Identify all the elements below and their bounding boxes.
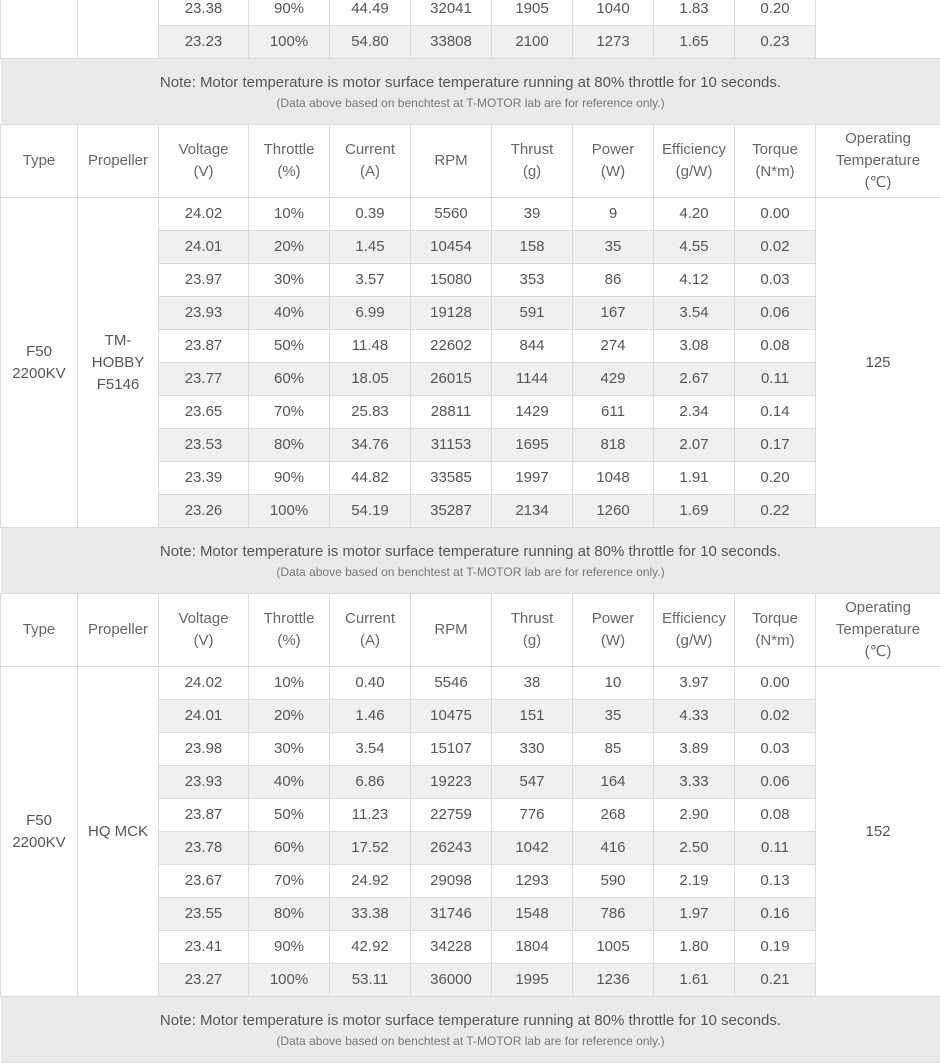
torque-cell: 0.08 [735,799,816,832]
thrust-cell: 1995 [492,964,573,997]
power-cell: 35 [573,231,654,264]
torque-cell: 0.20 [735,462,816,495]
motor-kv: 2200KV [1,832,77,854]
thrust-cell: 1429 [492,396,573,429]
thrust-cell: 1997 [492,462,573,495]
rpm-cell: 34228 [411,931,492,964]
throttle-cell: 20% [249,700,330,733]
power-cell: 85 [573,733,654,766]
thrust-cell: 1905 [492,0,573,26]
voltage-cell: 24.01 [159,231,249,264]
efficiency-cell: 1.80 [654,931,735,964]
power-cell: 35 [573,700,654,733]
header-label: (g) [492,630,572,652]
header-throttle [249,594,330,667]
note-text: Note: Motor temperature is motor surface temperature running at 80% throttle for 10 seconds. [1,1010,940,1032]
power-cell: 167 [573,297,654,330]
torque-cell: 0.13 [735,865,816,898]
rpm-cell: 15080 [411,264,492,297]
throttle-cell: 100% [249,964,330,997]
header-label: (%) [249,161,329,183]
efficiency-cell: 2.34 [654,396,735,429]
thrust-cell: 1695 [492,429,573,462]
header-label: Throttle [249,139,329,161]
header-thrust [492,125,573,198]
efficiency-cell: 3.54 [654,297,735,330]
throttle-cell: 40% [249,766,330,799]
note-cell [1,997,940,1063]
current-cell: 53.11 [330,964,411,997]
propeller-name: TM- [78,330,158,352]
note-row [1,528,940,594]
header-voltage [159,125,249,198]
header-row [1,594,940,667]
throttle-cell: 90% [249,0,330,26]
rpm-cell: 26243 [411,832,492,865]
throttle-cell: 80% [249,898,330,931]
note-disclaimer: (Data above based on benchtest at T-MOTOR lab are for reference only.) [1,94,940,112]
throttle-cell: 80% [249,429,330,462]
thrust-cell: 1804 [492,931,573,964]
current-cell: 3.54 [330,733,411,766]
header-label: (A) [330,630,410,652]
note-disclaimer: (Data above based on benchtest at T-MOTOR lab are for reference only.) [1,563,940,581]
header-label: Torque [735,139,815,161]
power-cell: 164 [573,766,654,799]
voltage-cell: 23.87 [159,799,249,832]
current-cell: 34.76 [330,429,411,462]
power-cell: 818 [573,429,654,462]
propeller-cell [78,0,159,59]
header-current [330,594,411,667]
propeller-name: HQ MCK [78,821,158,843]
torque-cell: 0.17 [735,429,816,462]
motor-model: F50 [1,341,77,363]
thrust-cell: 844 [492,330,573,363]
throttle-cell: 30% [249,733,330,766]
header-label: (g) [492,161,572,183]
header-label: Efficiency [654,608,734,630]
throttle-cell: 60% [249,363,330,396]
current-cell: 0.40 [330,667,411,700]
voltage-cell: 24.02 [159,667,249,700]
header-torque [735,594,816,667]
current-cell: 42.92 [330,931,411,964]
thrust-cell: 38 [492,667,573,700]
header-label: Current [330,608,410,630]
torque-cell: 0.06 [735,297,816,330]
header-label: (V) [159,161,248,183]
header-label: (W) [573,161,653,183]
note-text: Note: Motor temperature is motor surface temperature running at 80% throttle for 10 seconds. [1,72,940,94]
current-cell: 24.92 [330,865,411,898]
throttle-cell: 50% [249,330,330,363]
motor-model: F50 [1,810,77,832]
header-torque [735,125,816,198]
header-label: RPM [411,150,491,172]
header-label: Temperature [816,619,940,641]
torque-cell: 0.21 [735,964,816,997]
temperature-cell: 125 [816,198,940,528]
header-label: Efficiency [654,139,734,161]
voltage-cell: 23.77 [159,363,249,396]
efficiency-cell: 1.91 [654,462,735,495]
torque-cell: 0.08 [735,330,816,363]
header-label: (W) [573,630,653,652]
torque-cell: 0.00 [735,198,816,231]
propeller-cell [78,198,159,528]
efficiency-cell: 3.33 [654,766,735,799]
efficiency-cell: 3.08 [654,330,735,363]
current-cell: 3.57 [330,264,411,297]
torque-cell: 0.23 [735,26,816,59]
throttle-cell: 70% [249,396,330,429]
efficiency-cell: 4.55 [654,231,735,264]
efficiency-cell: 2.19 [654,865,735,898]
header-label: (g/W) [654,161,734,183]
rpm-cell: 15107 [411,733,492,766]
current-cell: 44.82 [330,462,411,495]
note-row [1,59,940,125]
header-row [1,125,940,198]
efficiency-cell: 4.33 [654,700,735,733]
throttle-cell: 100% [249,495,330,528]
header-voltage [159,594,249,667]
torque-cell: 0.22 [735,495,816,528]
table-row [1,0,940,26]
thrust-cell: 39 [492,198,573,231]
torque-cell: 0.16 [735,898,816,931]
thrust-cell: 547 [492,766,573,799]
power-cell: 611 [573,396,654,429]
header-label: (N*m) [735,630,815,652]
rpm-cell: 32041 [411,0,492,26]
voltage-cell: 23.23 [159,26,249,59]
header-label: Operating [816,128,940,150]
torque-cell: 0.06 [735,766,816,799]
voltage-cell: 23.93 [159,766,249,799]
torque-cell: 0.02 [735,231,816,264]
throttle-cell: 70% [249,865,330,898]
header-power [573,594,654,667]
torque-cell: 0.00 [735,667,816,700]
power-cell: 86 [573,264,654,297]
header-label: Type [1,150,77,172]
header-label: Power [573,139,653,161]
efficiency-cell: 3.97 [654,667,735,700]
header-efficiency [654,594,735,667]
rpm-cell: 10454 [411,231,492,264]
table-row [1,198,940,231]
header-label: Type [1,619,77,641]
throttle-cell: 10% [249,667,330,700]
thrust-cell: 1293 [492,865,573,898]
efficiency-cell: 2.90 [654,799,735,832]
voltage-cell: 23.98 [159,733,249,766]
power-cell: 786 [573,898,654,931]
efficiency-cell: 2.07 [654,429,735,462]
throttle-cell: 50% [249,799,330,832]
rpm-cell: 35287 [411,495,492,528]
voltage-cell: 23.65 [159,396,249,429]
current-cell: 33.38 [330,898,411,931]
throttle-cell: 40% [249,297,330,330]
rpm-cell: 26015 [411,363,492,396]
voltage-cell: 23.39 [159,462,249,495]
header-label: Operating [816,597,940,619]
efficiency-cell: 1.65 [654,26,735,59]
header-label: RPM [411,619,491,641]
rpm-cell: 29098 [411,865,492,898]
current-cell: 44.49 [330,0,411,26]
torque-cell: 0.11 [735,832,816,865]
efficiency-cell: 1.69 [654,495,735,528]
header-power [573,125,654,198]
power-cell: 590 [573,865,654,898]
throttle-cell: 60% [249,832,330,865]
header-label: Thrust [492,139,572,161]
efficiency-cell: 4.20 [654,198,735,231]
temperature-cell: 152 [816,667,940,997]
current-cell: 54.80 [330,26,411,59]
rpm-cell: 36000 [411,964,492,997]
rpm-cell: 22759 [411,799,492,832]
header-label: Voltage [159,139,248,161]
power-cell: 268 [573,799,654,832]
throttle-cell: 100% [249,26,330,59]
thrust-cell: 2134 [492,495,573,528]
header-temp [816,125,940,198]
voltage-cell: 23.27 [159,964,249,997]
rpm-cell: 10475 [411,700,492,733]
current-cell: 11.23 [330,799,411,832]
note-row [1,997,940,1063]
header-label: Throttle [249,608,329,630]
current-cell: 6.86 [330,766,411,799]
throttle-cell: 90% [249,931,330,964]
power-cell: 1005 [573,931,654,964]
header-label: (A) [330,161,410,183]
power-cell: 10 [573,667,654,700]
rpm-cell: 28811 [411,396,492,429]
current-cell: 1.45 [330,231,411,264]
voltage-cell: 23.26 [159,495,249,528]
header-type [1,125,78,198]
header-label: (%) [249,630,329,652]
current-cell: 18.05 [330,363,411,396]
voltage-cell: 23.55 [159,898,249,931]
current-cell: 54.19 [330,495,411,528]
header-label: Current [330,139,410,161]
type-cell [1,667,78,997]
efficiency-cell: 2.50 [654,832,735,865]
header-label: Propeller [78,619,158,641]
propeller-name: F5146 [78,374,158,396]
table-row [1,667,940,700]
current-cell: 6.99 [330,297,411,330]
torque-cell: 0.03 [735,733,816,766]
torque-cell: 0.02 [735,700,816,733]
voltage-cell: 23.78 [159,832,249,865]
thrust-cell: 151 [492,700,573,733]
header-label: (g/W) [654,630,734,652]
rpm-cell: 5546 [411,667,492,700]
rpm-cell: 33585 [411,462,492,495]
voltage-cell: 24.02 [159,198,249,231]
torque-cell: 0.11 [735,363,816,396]
header-throttle [249,125,330,198]
current-cell: 25.83 [330,396,411,429]
note-disclaimer: (Data above based on benchtest at T-MOTOR lab are for reference only.) [1,1032,940,1050]
efficiency-cell: 1.83 [654,0,735,26]
header-propeller [78,594,159,667]
thrust-cell: 776 [492,799,573,832]
thrust-cell: 158 [492,231,573,264]
type-cell [1,198,78,528]
header-label: (V) [159,630,248,652]
header-label: Torque [735,608,815,630]
header-label: (℃) [816,172,940,194]
header-label: (℃) [816,641,940,663]
note-cell [1,528,940,594]
voltage-cell: 23.97 [159,264,249,297]
efficiency-cell: 1.61 [654,964,735,997]
header-label: Temperature [816,150,940,172]
rpm-cell: 19128 [411,297,492,330]
torque-cell: 0.14 [735,396,816,429]
current-cell: 0.39 [330,198,411,231]
header-label: Voltage [159,608,248,630]
throttle-cell: 20% [249,231,330,264]
rpm-cell: 5560 [411,198,492,231]
throttle-cell: 90% [249,462,330,495]
efficiency-cell: 1.97 [654,898,735,931]
torque-cell: 0.03 [735,264,816,297]
header-temp [816,594,940,667]
propeller-cell [78,667,159,997]
header-efficiency [654,125,735,198]
header-label: (N*m) [735,161,815,183]
header-label: Power [573,608,653,630]
rpm-cell: 31746 [411,898,492,931]
voltage-cell: 23.87 [159,330,249,363]
voltage-cell: 23.38 [159,0,249,26]
power-cell: 1040 [573,0,654,26]
thrust-cell: 353 [492,264,573,297]
throttle-cell: 10% [249,198,330,231]
voltage-cell: 23.41 [159,931,249,964]
current-cell: 1.46 [330,700,411,733]
power-cell: 416 [573,832,654,865]
thrust-cell: 1548 [492,898,573,931]
header-rpm [411,594,492,667]
efficiency-cell: 4.12 [654,264,735,297]
voltage-cell: 24.01 [159,700,249,733]
power-cell: 429 [573,363,654,396]
current-cell: 17.52 [330,832,411,865]
motor-kv: 2200KV [1,363,77,385]
thrust-cell: 2100 [492,26,573,59]
voltage-cell: 23.93 [159,297,249,330]
voltage-cell: 23.53 [159,429,249,462]
efficiency-cell: 2.67 [654,363,735,396]
temperature-cell [816,0,940,59]
thrust-cell: 1042 [492,832,573,865]
rpm-cell: 22602 [411,330,492,363]
header-propeller [78,125,159,198]
header-label: Thrust [492,608,572,630]
power-cell: 1273 [573,26,654,59]
note-text: Note: Motor temperature is motor surface temperature running at 80% throttle for 10 seconds. [1,541,940,563]
power-cell: 1236 [573,964,654,997]
thrust-cell: 1144 [492,363,573,396]
header-label: Propeller [78,150,158,172]
header-current [330,125,411,198]
header-thrust [492,594,573,667]
thrust-cell: 591 [492,297,573,330]
note-cell [1,59,940,125]
power-cell: 274 [573,330,654,363]
voltage-cell: 23.67 [159,865,249,898]
header-rpm [411,125,492,198]
current-cell: 11.48 [330,330,411,363]
power-cell: 1048 [573,462,654,495]
efficiency-cell: 3.89 [654,733,735,766]
rpm-cell: 33808 [411,26,492,59]
power-cell: 9 [573,198,654,231]
throttle-cell: 30% [249,264,330,297]
propeller-name: HOBBY [78,352,158,374]
torque-cell: 0.19 [735,931,816,964]
rpm-cell: 19223 [411,766,492,799]
rpm-cell: 31153 [411,429,492,462]
header-type [1,594,78,667]
torque-cell: 0.20 [735,0,816,26]
type-cell [1,0,78,59]
power-cell: 1260 [573,495,654,528]
thrust-cell: 330 [492,733,573,766]
